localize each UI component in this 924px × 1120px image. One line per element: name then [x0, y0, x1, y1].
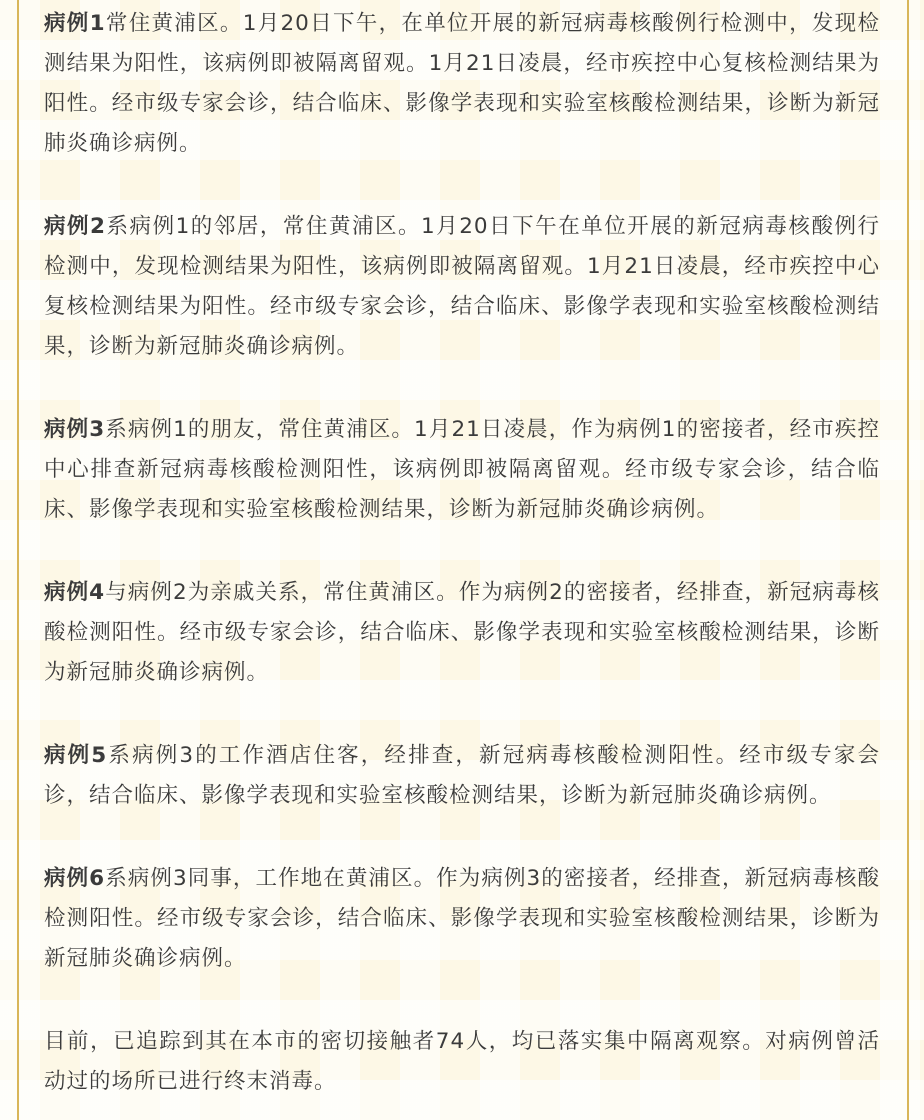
case-paragraph-5 [44, 736, 880, 816]
case-label: 病例3 [44, 417, 106, 442]
case-paragraph-3 [44, 410, 880, 530]
article-body [44, 4, 880, 1102]
case-text: 系病例1的朋友，常住黄浦区。1月21日凌晨，作为病例1的密接者，经市疾控中心排查新冠病毒核酸检测阳性，该病例即被隔离留观。经市级专家会诊，结合临床、影像学表现和实验室核酸检测结果，诊断为新冠肺炎确诊病例。 [44, 417, 880, 522]
summary-paragraph: 目前，已追踪到其在本市的密切接触者74人，均已落实集中隔离观察。对病例曾活动过的场所已进行终末消毒。 [44, 1029, 880, 1094]
case-label: 病例2 [44, 214, 107, 239]
case-label: 病例1 [44, 11, 106, 36]
case-text: 常住黄浦区。1月20日下午，在单位开展的新冠病毒核酸例行检测中，发现检测结果为阳性，该病例即被隔离留观。1月21日凌晨，经市疾控中心复核检测结果为阳性。经市级专家会诊，结合临床、影像学表现和实验室核酸检测结果，诊断为新冠肺炎确诊病例。 [44, 11, 880, 156]
case-paragraph-4 [44, 573, 880, 693]
case-text: 系病例3的工作酒店住客，经排查，新冠病毒核酸检测阳性。经市级专家会诊，结合临床、影像学表现和实验室核酸检测结果，诊断为新冠肺炎确诊病例。 [44, 743, 880, 808]
case-label: 病例5 [44, 743, 108, 768]
case-label: 病例4 [44, 580, 106, 605]
case-paragraph-6 [44, 859, 880, 979]
case-text: 系病例1的邻居，常住黄浦区。1月20日下午在单位开展的新冠病毒核酸例行检测中，发现检测结果为阳性，该病例即被隔离留观。1月21日凌晨，经市疾控中心复核检测结果为阳性。经市级专家会诊，结合临床、影像学表现和实验室核酸检测结果，诊断为新冠肺炎确诊病例。 [44, 214, 880, 359]
case-text: 与病例2为亲戚关系，常住黄浦区。作为病例2的密接者，经排查，新冠病毒核酸检测阳性。经市级专家会诊，结合临床、影像学表现和实验室核酸检测结果，诊断为新冠肺炎确诊病例。 [44, 580, 880, 685]
case-text: 系病例3同事，工作地在黄浦区。作为病例3的密接者，经排查，新冠病毒核酸检测阳性。经市级专家会诊，结合临床、影像学表现和实验室核酸检测结果，诊断为新冠肺炎确诊病例。 [44, 866, 880, 971]
case-label: 病例6 [44, 866, 106, 891]
case-paragraph-2 [44, 207, 880, 367]
case-paragraph-1 [44, 4, 880, 164]
